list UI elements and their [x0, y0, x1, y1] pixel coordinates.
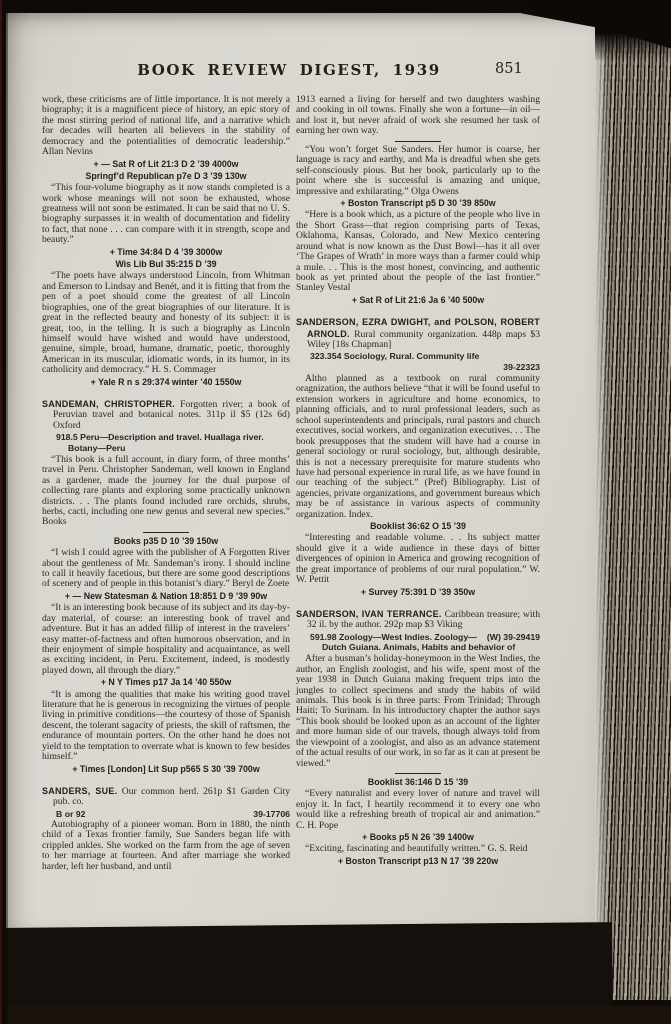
review-citation: Booklist 36:62 O 15 ’39	[370, 521, 466, 532]
paragraph: Altho planned as a textbook on rural community oragnization, the authors believe “that it will be found useful to extension workers in agriculture and home economics, to planning officials, and to rural professional leaders, such as school superintendents and principals, rural pastors and church executives, social workers, and organization executives. . . The book presupposes that the student will have had a course in general sociology or rural sociology, but, although desirable, this is not a necessary prerequisite for mature students who have had personal experience in rural life, as we have found in our teaching of the subject.” (Pref) Bibliography. List of agencies, private organizations, and government bureaus which may be of assistance in various aspects of community organization. Index.	[296, 372, 540, 520]
paragraph: “Here is a book which, as a picture of the people who live in the Short Grass—that region comprising parts of Texas, Oklahoma, Kansas, Colorado, and New Mexico centering around what is now known as the Dust Bowl—has it all over ‘The Grapes of Wrath’ in more ways than a farmer could whip a mule. . . This is the most honest, convincing, and authentic book as yet printed about the people of the last frontier.” Stanley Vestal	[296, 209, 540, 294]
entry-heading	[42, 786, 290, 808]
entry-heading	[296, 317, 540, 350]
classification-block	[296, 351, 540, 371]
entry-headword: SANDERSON, EZRA DWIGHT, and POLSON, ROBERT ARNOLD.	[296, 317, 540, 339]
page-number: 851	[495, 61, 523, 77]
entry-title: Our common herd. 261p $1 Garden City pub. co.	[53, 785, 290, 808]
separator-rule	[143, 532, 189, 533]
review-citation: + — Sat R of Lit 21:3 D 2 ’39 4000w	[93, 158, 239, 169]
review-citation: + Survey 75:391 D ’39 350w	[360, 586, 476, 597]
catalog-id-row	[56, 809, 290, 819]
review-citation: + Sat R of Lit 21:6 Ja 6 ’40 500w	[351, 294, 485, 305]
classification-line: (W) 39-29419 591.98 Zoology—West Indies. Zoology—Dutch Guiana. Animals, Habits and behavior of	[310, 631, 540, 652]
paragraph: “It is among the qualities that make his writing good travel literature that he is generous in recognizing the virtues of people living in primitive conditions—the courtesy of those of Spanish descent, the tolerant sagacity of priests, the skill of raftsmen, the endurance of mountain porters. On the other hand he does not yield to the temptation to overrate what is known to few besides himself.”	[42, 688, 290, 763]
paragraph: “I wish I could agree with the publisher of A Forgotten River about the gentleness of Mr. Sandeman’s irony. I should incline to call it heavily facetious, but there are some good descriptions of scenery and of people in this botanist’s diary.” Beryl de Zoete	[42, 547, 290, 590]
review-citation: + Time 34:84 D 4 ’39 3000w	[109, 246, 223, 257]
paragraph: Autobiography of a pioneer woman. Born in 1880, the ninth child of a Texas frontier family, Sue Sanders began life with crippled ankles. She worked on the farm from the age of seven to her marriage at fourteen. And after marriage she worked harder, left her husband, and until	[42, 819, 290, 872]
paragraph: “The poets have always understood Lincoln, from Whitman and Emerson to Lindsay and Benét, and it is fitting that from the pen of a poet should come the greatest of all Lincoln biographies, one of the great biographies of our literature. It is great in the reflected beauty and honesty of its subject: it is great, too, in the telling. It is such a biography as Lincoln himself would have wished and would have understood, genuine, simple, broad, humane, dramatic, poetic, thoroughly American in its muscular, idiomatic words, in its humor, in its catholicity and democracy.” H. S. Commager	[42, 270, 290, 376]
review-citation: + Books p5 N 26 ’39 1400w	[362, 832, 474, 843]
catalog-number: (W) 39-29419	[486, 631, 540, 642]
entry-headword: SANDERSON, IVAN TERRANCE.	[296, 608, 442, 619]
classification-line: 323.354 Sociology, Rural. Community life	[310, 351, 480, 362]
classification-line: 918.5 Peru—Description and travel. Huallaga river. Botany—Peru	[56, 432, 264, 453]
review-citation: Books p35 D 10 ’39 150w	[113, 535, 219, 546]
entry-title: Rural community organization. 448p maps $3 Wiley [18s Chapman]	[307, 328, 540, 351]
column-right	[296, 94, 540, 868]
book-page	[6, 12, 606, 928]
bottom-edge-shadow	[0, 1006, 671, 1024]
catalog-number: 39-17706	[253, 808, 290, 819]
paragraph: After a busman’s holiday-honeymoon in the West Indies, the author, an English zoologist, and his wife, spent most of the year 1938 in Dutch Guiana making frequent trips into the jungles to collect specimens and study the habits of wild animals. This book is in three parts: From Trinidad; Through Haiti; To Surinam. In his introductory chapter the author says “This book should be looked upon as an account of the lighter and more human side of our travels, though always told from the viewpoint of a zoologist, and also as an advance statement of the actual results of our work, in so far as it can at present be viewed.”	[296, 653, 540, 769]
stacked-page-edges	[595, 14, 671, 1000]
review-citation: Springf’d Republican p7e D 3 ’39 130w	[85, 170, 247, 181]
review-citation: + Times [London] Lit Sup p565 S 30 ’39 700w	[72, 763, 260, 774]
entry-headword: SANDERS, SUE.	[42, 785, 118, 796]
paragraph: “Interesting and readable volume. . . Its subject matter should give it a wide audience in these days of bitter divergences of opinion in America and growing recognition of the great importance of problems of our rural population.” W. W. Pettit	[296, 532, 540, 586]
catalog-number: 39-22323	[503, 361, 540, 372]
paragraph: “You won’t forget Sue Sanders. Her humor is coarse, her language is racy and earthy, and Ma is dreadful when she gets self-consciously pious. But her book, particularly up to the point where she is successful is amazing and unique, impressive and exhilarating.” Olga Owens	[296, 143, 540, 197]
paragraph: “This four-volume biography as it now stands completed is a work whose meanings will not soon be exhausted, whose greatness will not soon be estimated. It can be said that no U. S. biography surpasses it in wealth of documentation and fidelity to fact, that none . . . can compare with it in strength, scope and beauty.”	[42, 182, 290, 246]
left-black-border	[0, 0, 8, 1024]
page-title: BOOK REVIEW DIGEST, 1939	[137, 61, 441, 79]
entry-heading	[296, 609, 540, 631]
entry-title: Caribbean treasure; with 32 il. by the author. 292p map $3 Viking	[307, 608, 540, 631]
paragraph: 1913 earned a living for herself and two daughters washing and cooking in oil towns. Finally she won a fortune—in oil—and lost it, but never afraid of work she resumed her task of earning her own way.	[296, 94, 540, 137]
separator-rule	[395, 141, 441, 142]
paragraph: work, these criticisms are of little importance. It is not merely a biography; it is a magnificent piece of history, an epic story of the most stirring period of national life, and a narrative which for decades will hearten all believers in the stability of democracy and the potentialities of democratic leadership.” Allan Nevins	[42, 94, 290, 158]
entry-headword: SANDEMAN, CHRISTOPHER.	[42, 398, 176, 409]
call-number: B or 92	[56, 808, 86, 819]
review-citation: + Boston Transcript p13 N 17 ’39 220w	[337, 855, 499, 866]
review-citation: + N Y Times p17 Ja 14 ’40 550w	[100, 677, 232, 688]
paragraph: “Exciting, fascinating and beautifully written.” G. S. Reid	[305, 843, 528, 855]
paragraph: “It is an interesting book because of its subject and its day-by-day material, of course: an interesting book of travel and adventure. But it has an added fillip of interest in the travelers’ easy matter-of-factness and often humorous observation, and in their enjoyment of simple hospitality and acquaintance, as well as exciting incident, in Peru. Excitement, indeed, is modestly played down, all through the diary.”	[42, 602, 290, 676]
entry-title: Forgotten river; a book of Peruvian travel and botanical notes. 311p il $5 (12s 6d) Oxford	[53, 398, 290, 431]
review-citation: Wis Lib Bul 35:215 D ’39	[115, 259, 217, 270]
separator-rule	[395, 773, 441, 774]
review-citation: + — New Statesman & Nation 18:851 D 9 ’39 90w	[64, 590, 268, 601]
review-citation: + Boston Transcript p5 D 30 ’39 850w	[340, 198, 496, 209]
classification-block	[42, 432, 290, 452]
column-left	[42, 94, 290, 873]
review-citation: Booklist 36:146 D 15 ’39	[367, 777, 469, 788]
paragraph: “This book is a full account, in diary form, of three months’ travel in Peru. Christopher Sandeman, well known in England as a gardener, made the journey for the dual purpose of collecting rare plants and exploring some practically unknown districts. . . The plants found included rare orchids, shrubs, herbs, cacti, including one new genus and several new species.” Books	[42, 453, 290, 528]
entry-heading	[42, 399, 290, 431]
review-citation: + Yale R n s 29:374 winter ’40 1550w	[90, 376, 242, 387]
paragraph: “Every naturalist and every lover of nature and travel will enjoy it. In fact, I heartily recommend it to every one who would like a refreshing breath of tropical air and animation.” C. H. Pope	[296, 788, 540, 831]
classification-block	[296, 632, 540, 652]
